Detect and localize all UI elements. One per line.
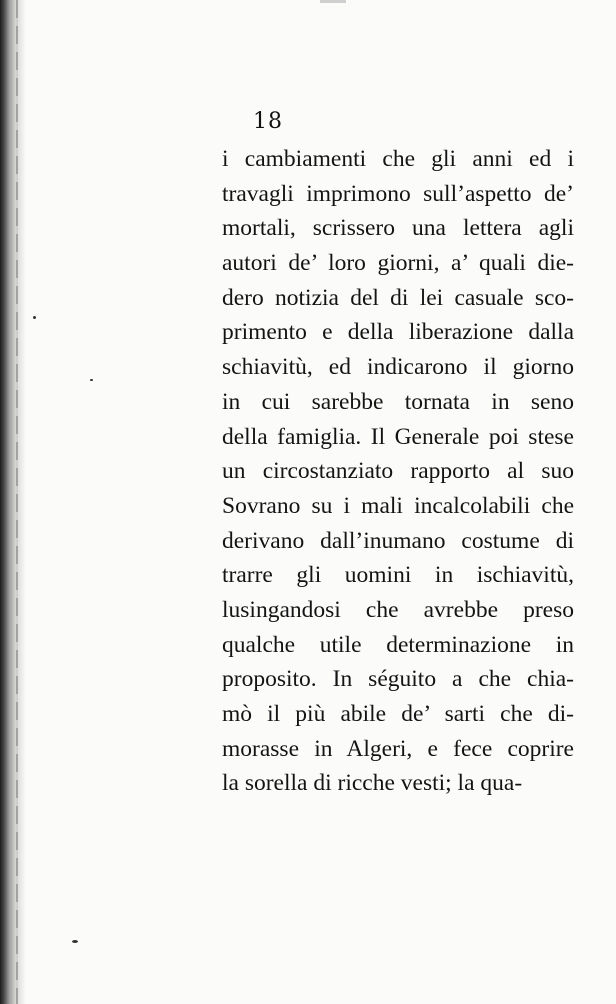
text-line: travagli imprimono sull’aspetto de’ bbox=[222, 180, 574, 207]
text-line: derivano dall’inumano costume di bbox=[222, 527, 574, 554]
text-line: mò il più abile de’ sarti che di- bbox=[222, 701, 574, 727]
text-line: trarre gli uomini in ischiavitù, bbox=[222, 562, 574, 589]
top-edge-mark bbox=[320, 0, 346, 3]
text-line: dero notizia del di lei casuale sco- bbox=[222, 284, 574, 311]
body-text bbox=[222, 142, 574, 801]
text-line: proposito. In séguito a che chia- bbox=[222, 666, 574, 693]
text-line: autori de’ loro giorni, a’ quali die- bbox=[222, 250, 574, 277]
text-line: un circostanziato rapporto al suo bbox=[222, 458, 574, 485]
binding-shadow bbox=[0, 0, 26, 1004]
page-number: 18 bbox=[253, 109, 283, 134]
text-line: mortali, scrissero una lettera agli bbox=[222, 215, 574, 242]
text-line: lusingandosi che avrebbe preso bbox=[222, 596, 574, 623]
ink-speck bbox=[90, 379, 93, 381]
text-line: primento e della liberazione dalla bbox=[222, 319, 574, 346]
text-line: della famiglia. Il Generale poi stese bbox=[222, 423, 574, 450]
ink-speck bbox=[33, 316, 36, 319]
text-line: in cui sarebbe tornata in seno bbox=[222, 388, 574, 415]
text-line: qualche utile determinazione in bbox=[222, 631, 574, 658]
text-line: i cambiamenti che gli anni ed i bbox=[222, 146, 574, 172]
binding-edge bbox=[16, 0, 18, 1004]
ink-speck bbox=[72, 940, 78, 943]
text-line: la sorella di ricche vesti; la qua- bbox=[222, 770, 523, 797]
text-line: schiavitù, ed indicarono il giorno bbox=[222, 354, 574, 381]
text-line: Sovrano su i mali incalcolabili che bbox=[222, 492, 574, 519]
text-line: morasse in Algeri, e fece coprire bbox=[222, 735, 574, 762]
